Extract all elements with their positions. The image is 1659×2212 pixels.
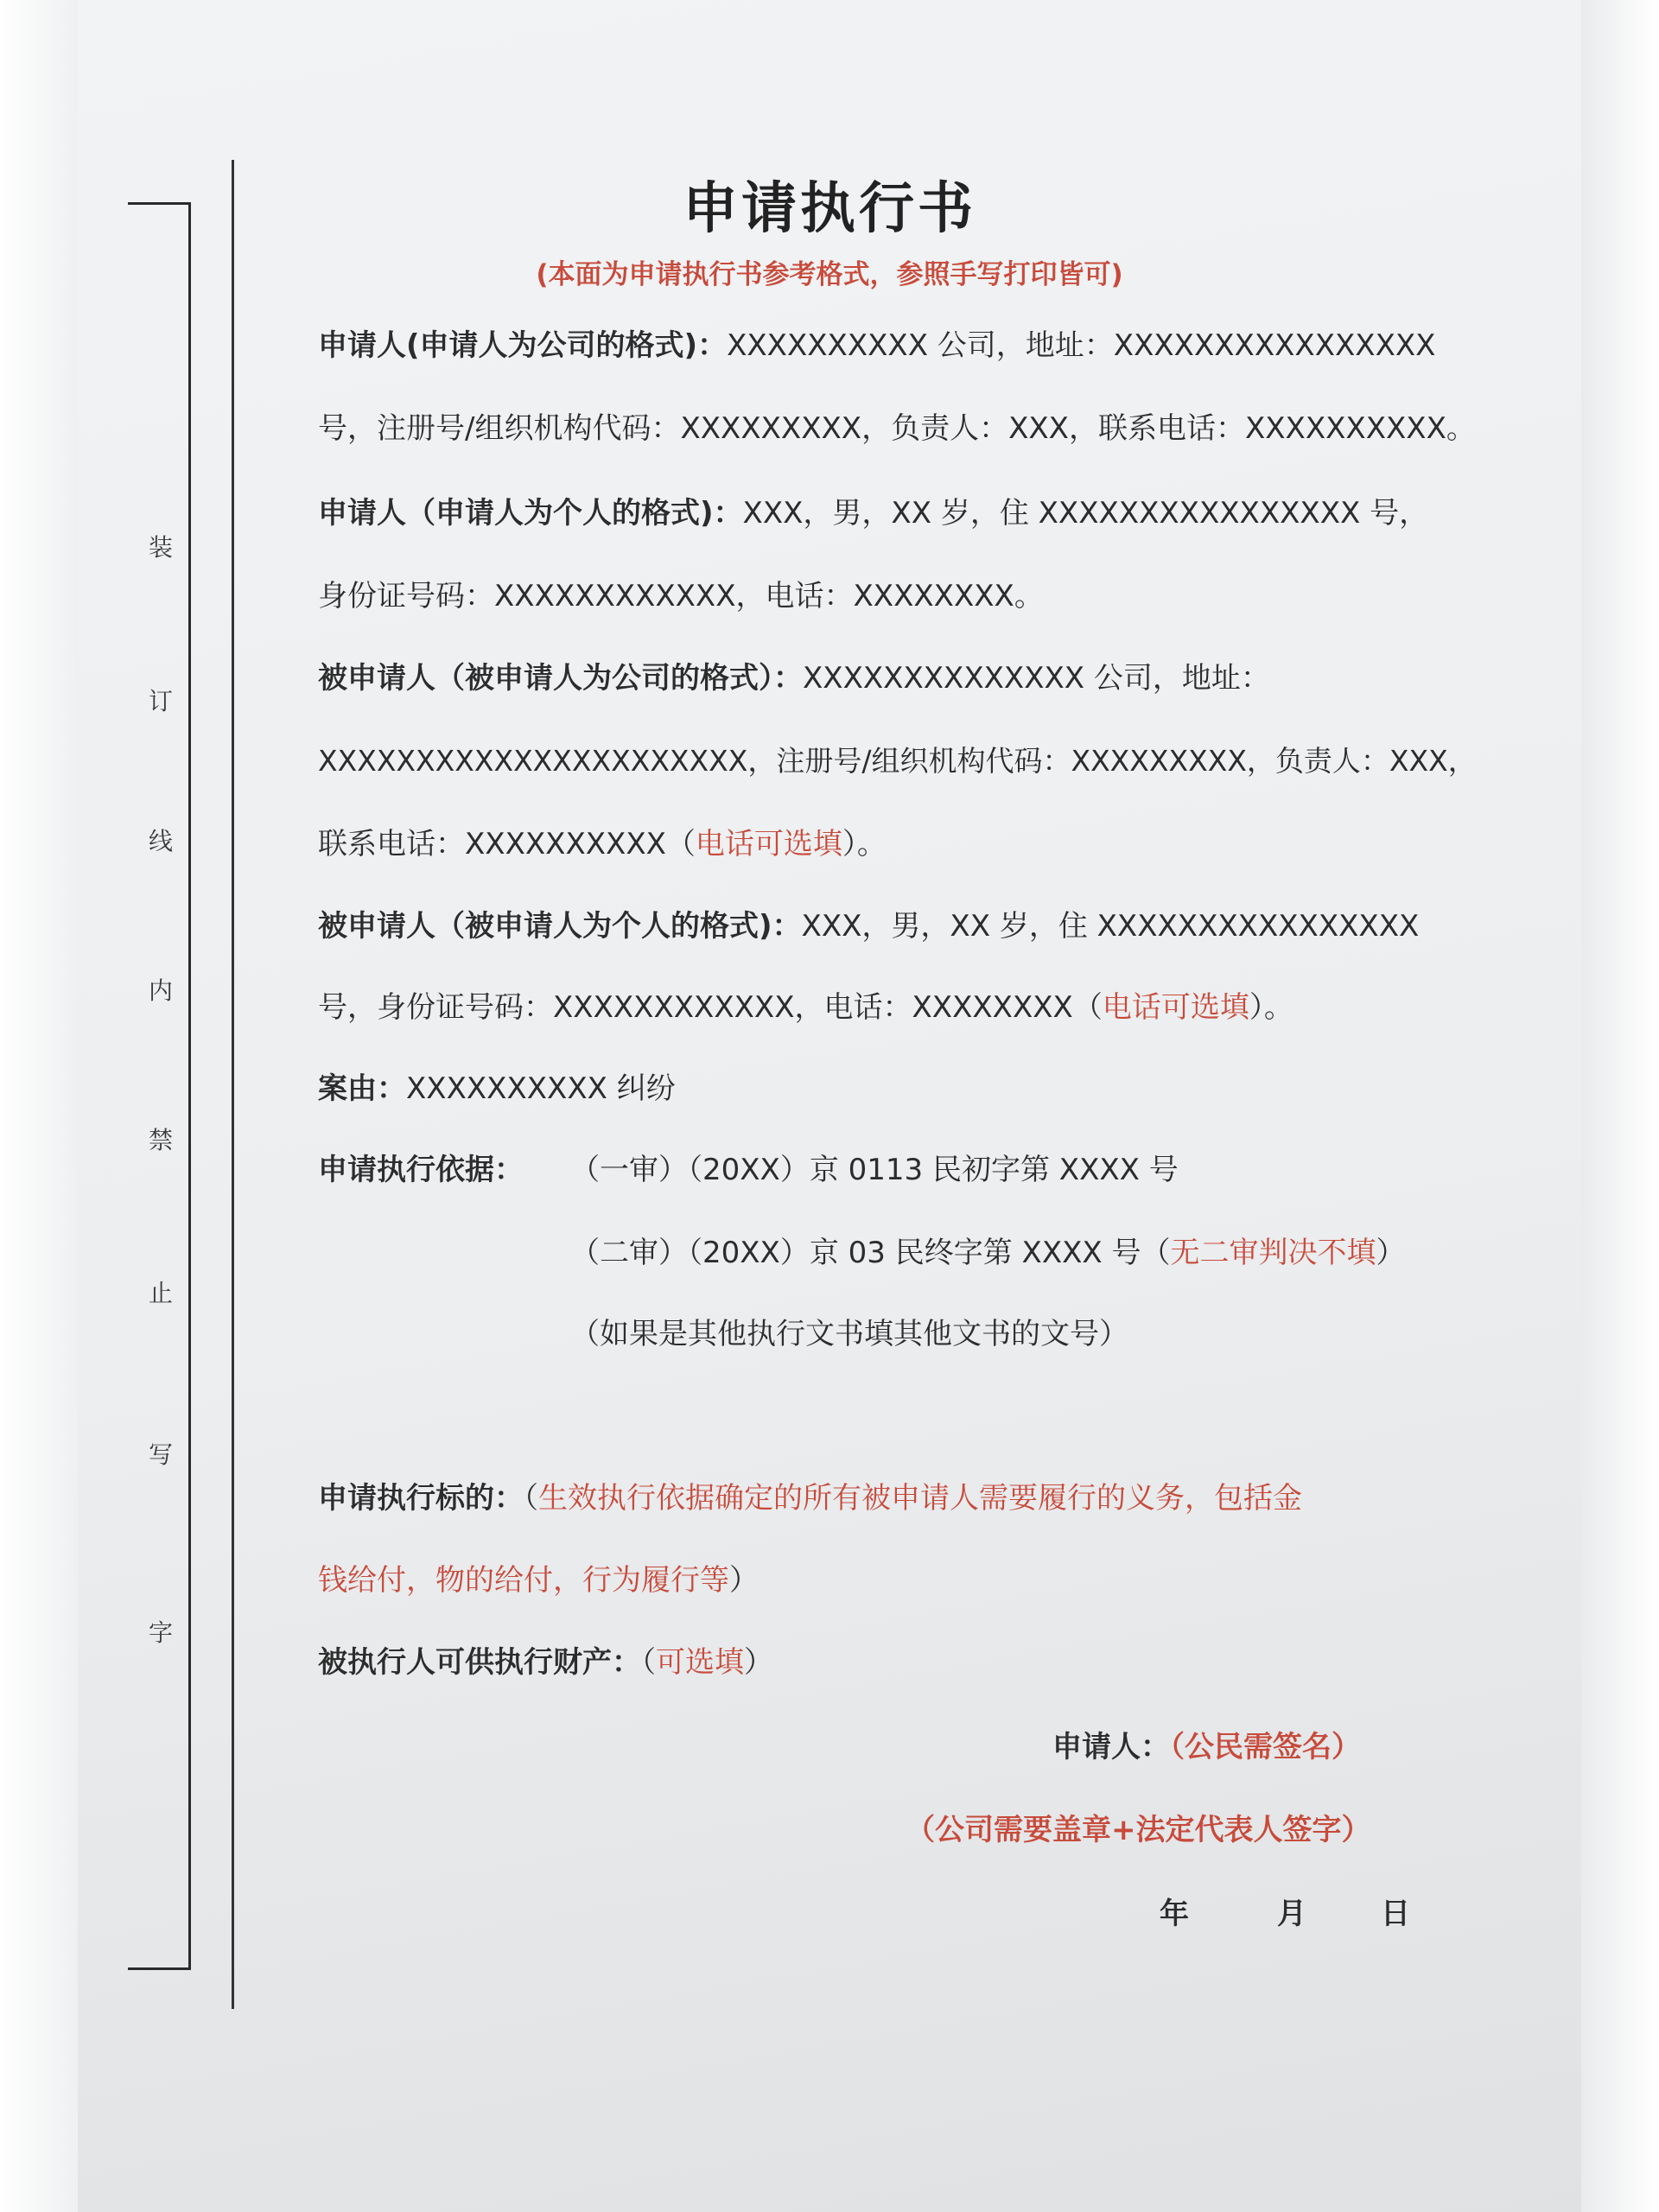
respondent-person-text-1: XXX，男，XX 岁，住 XXXXXXXXXXXXXXXX xyxy=(801,909,1420,944)
respondent-person-label: 被申请人（被申请人为个人的格式)： xyxy=(318,909,802,944)
binding-char-3: 线 xyxy=(148,827,173,855)
respondent-company-line-3 xyxy=(318,825,887,863)
basis-second-text: （二审）（20XX）京 03 民终字第 XXXX 号（ xyxy=(570,1236,1171,1270)
respondent-person-line-1 xyxy=(318,907,1419,945)
respondent-company-phone: 联系电话：XXXXXXXXXX（ xyxy=(318,827,696,861)
binding-char-6: 止 xyxy=(148,1279,173,1307)
case-cause-line xyxy=(318,1070,676,1108)
property-note: 可选填 xyxy=(656,1645,744,1680)
property-label: 被执行人可供执行财产： xyxy=(318,1645,641,1680)
target-line-2 xyxy=(318,1561,759,1599)
target-close: ） xyxy=(729,1563,759,1598)
respondent-person-phone-end: ）。 xyxy=(1249,990,1294,1025)
property-close: ） xyxy=(744,1645,773,1680)
applicant-company-label: 申请人(申请人为公司的格式)： xyxy=(318,328,728,363)
signature-note-company: （公司需要盖章+法定代表人签字） xyxy=(906,1813,1371,1847)
date-month: 月 xyxy=(1277,1897,1306,1931)
basis-second-instance xyxy=(570,1234,1406,1272)
respondent-person-phone-note: 电话可选填 xyxy=(1102,990,1249,1025)
applicant-company-line-2: 号，注册号/组织机构代码：XXXXXXXXX，负责人：XXX，联系电话：XXXXXXXXXX。 xyxy=(318,411,1476,446)
basis-second-note: 无二审判决不填 xyxy=(1170,1236,1376,1270)
target-note-1: 生效执行依据确定的所有被申请人需要履行的义务，包括金 xyxy=(538,1481,1302,1516)
binding-char-4: 内 xyxy=(148,976,173,1005)
applicant-person-line-2: 身份证号码：XXXXXXXXXXXX，电话：XXXXXXXX。 xyxy=(318,579,1044,613)
signature-label: 申请人： xyxy=(1052,1730,1170,1764)
respondent-company-line-1 xyxy=(318,659,1270,697)
document-title: 申请执行书 xyxy=(683,177,976,241)
respondent-company-text-1: XXXXXXXXXXXXXX 公司，地址： xyxy=(803,661,1270,696)
basis-other-note: （如果是其他执行文书填其他文书的文号） xyxy=(570,1317,1128,1351)
respondent-person-text-2: 号，身份证号码：XXXXXXXXXXXX，电话：XXXXXXXX（ xyxy=(318,990,1103,1025)
signature-note-citizen: （公民需签名） xyxy=(1170,1730,1361,1764)
target-label: 申请执行标的： xyxy=(318,1481,524,1516)
respondent-company-phone-note: 电话可选填 xyxy=(695,827,842,861)
page-edge-left xyxy=(0,0,78,2212)
applicant-person-line-1 xyxy=(318,494,1428,532)
applicant-person-text-1: XXX，男，XX 岁，住 XXXXXXXXXXXXXXXX 号， xyxy=(742,496,1429,531)
signature-line xyxy=(1052,1728,1361,1766)
basis-label xyxy=(318,1151,524,1189)
property-open: （ xyxy=(641,1645,656,1680)
binding-char-8: 字 xyxy=(148,1618,173,1647)
binding-char-5: 禁 xyxy=(148,1126,173,1154)
applicant-person-label: 申请人（申请人为个人的格式)： xyxy=(318,496,743,531)
respondent-person-line-2 xyxy=(318,988,1294,1027)
date-day: 日 xyxy=(1381,1897,1410,1931)
basis-label-text: 申请执行依据： xyxy=(318,1153,524,1187)
margin-rule xyxy=(232,160,234,2009)
basis-first-instance: （一审）（20XX）京 0113 民初字第 XXXX 号 xyxy=(570,1153,1179,1187)
binding-char-7: 写 xyxy=(148,1440,173,1469)
respondent-company-label: 被申请人（被申请人为公司的格式）： xyxy=(318,661,803,696)
case-cause-label: 案由： xyxy=(318,1071,406,1106)
date-year: 年 xyxy=(1160,1897,1189,1931)
target-note-2: 钱给付，物的给付，行为履行等 xyxy=(318,1563,729,1598)
document-subtitle: (本面为申请执行书参考格式，参照手写打印皆可) xyxy=(536,259,1123,290)
binding-char-1: 装 xyxy=(148,533,173,562)
page-edge-right xyxy=(1581,0,1659,2212)
basis-second-end: ） xyxy=(1376,1236,1406,1270)
respondent-company-phone-end: ）。 xyxy=(842,827,887,861)
respondent-company-line-2: XXXXXXXXXXXXXXXXXXXXXX，注册号/组织机构代码：XXXXXXXXX，负责人：XXX， xyxy=(318,744,1477,778)
applicant-company-line-1 xyxy=(318,327,1435,365)
target-open: （ xyxy=(524,1481,538,1516)
binding-bracket xyxy=(128,202,191,1970)
case-cause-text: XXXXXXXXXX 纠纷 xyxy=(406,1071,676,1106)
target-line-1 xyxy=(318,1479,1302,1517)
property-line xyxy=(318,1643,773,1681)
applicant-company-text-1: XXXXXXXXXX 公司，地址：XXXXXXXXXXXXXXXX xyxy=(727,328,1436,363)
binding-char-2: 订 xyxy=(148,687,173,715)
